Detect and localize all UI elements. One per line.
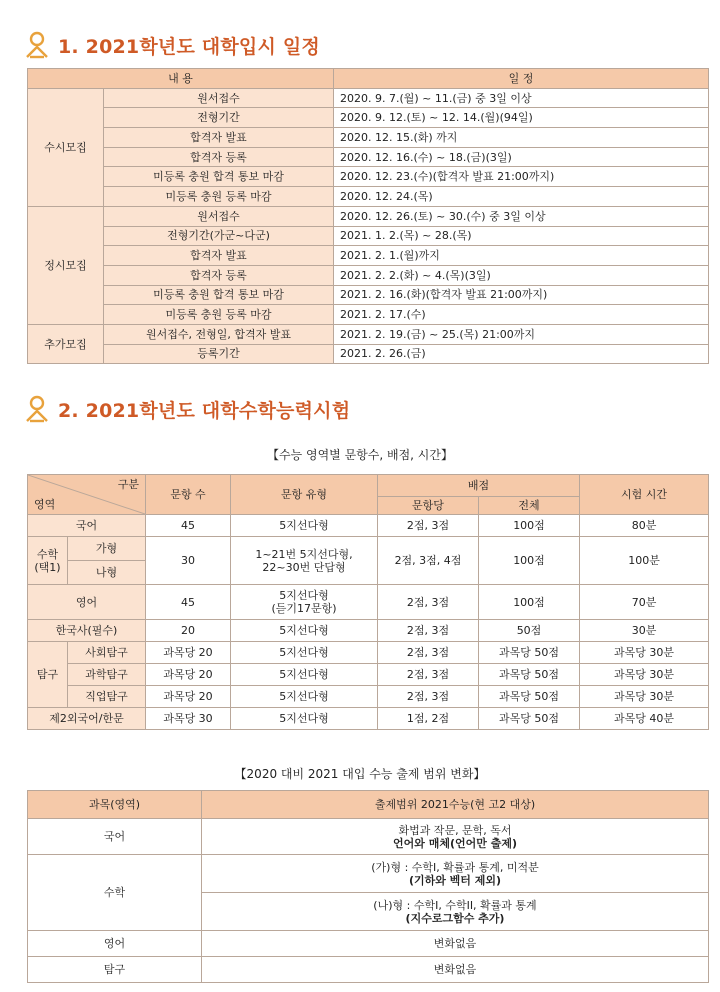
range-math-na	[202, 893, 709, 931]
range-english-name: 영어	[28, 931, 202, 957]
row-korean-name: 국어	[28, 515, 146, 537]
english-type-line1: 5지선다형	[279, 589, 329, 602]
item-label: 합격자 발표	[104, 128, 334, 148]
header-count: 문항 수	[146, 475, 231, 515]
item-date: 2021. 2. 26.(금)	[334, 344, 709, 364]
cell: 2점, 3점	[378, 642, 479, 664]
cell: 45	[146, 585, 231, 620]
range-math-ga-line1: (가)형 : 수학I, 확률과 통계, 미적분	[371, 860, 539, 874]
cell: 5지선다형	[231, 686, 378, 708]
item-label: 미등록 충원 등록 마감	[104, 187, 334, 207]
cell: 5지선다형	[231, 515, 378, 537]
table-row	[28, 226, 709, 246]
cell: 5지선다형	[231, 642, 378, 664]
inquiry-sub: 과학탐구	[68, 664, 146, 686]
item-date: 2020. 12. 16.(수) ~ 18.(금)(3일)	[334, 147, 709, 167]
csat-caption: 【수능 영역별 문항수, 배점, 시간】	[267, 448, 453, 462]
cell: 과목당 30	[146, 708, 231, 730]
range-caption: 【2020 대비 2021 대입 수능 출제 범위 변화】	[234, 767, 486, 781]
item-label: 원서접수	[104, 88, 334, 108]
range-inquiry-value: 변화없음	[202, 957, 709, 983]
item-date: 2020. 12. 24.(목)	[334, 187, 709, 207]
table-row	[28, 88, 709, 108]
table-row	[28, 128, 709, 148]
cell: 과목당 20	[146, 686, 231, 708]
header-gubun-area	[28, 475, 146, 515]
item-label: 원서접수	[104, 206, 334, 226]
item-date: 2021. 2. 16.(화)(합격자 발표 21:00까지)	[334, 285, 709, 305]
header-gubun: 구분	[117, 478, 139, 491]
cell: 70분	[580, 585, 709, 620]
header-content: 내 용	[28, 69, 334, 89]
cell: 2점, 3점	[378, 515, 479, 537]
item-date: 2021. 1. 2.(목) ~ 28.(목)	[334, 226, 709, 246]
cell: 20	[146, 620, 231, 642]
table-row	[28, 344, 709, 364]
item-label: 합격자 발표	[104, 246, 334, 266]
range-inquiry-name: 탐구	[28, 957, 202, 983]
header-type: 문항 유형	[231, 475, 378, 515]
item-date: 2020. 12. 26.(토) ~ 30.(수) 중 3일 이상	[334, 206, 709, 226]
person-icon	[24, 394, 50, 424]
cell: 50점	[479, 620, 580, 642]
header-total: 전체	[479, 497, 580, 515]
cell: 30	[146, 537, 231, 585]
math-sub-ga: 가형	[68, 537, 146, 561]
cell: 5지선다형	[231, 620, 378, 642]
row-inquiry-name: 탐구	[28, 642, 68, 708]
cell: 과목당 30분	[580, 664, 709, 686]
table-row	[28, 206, 709, 226]
cell: 과목당 40분	[580, 708, 709, 730]
cell: 과목당 30분	[580, 642, 709, 664]
english-type	[231, 585, 378, 620]
range-table	[27, 790, 709, 983]
header-schedule: 일 정	[334, 69, 709, 89]
item-date: 2021. 2. 17.(수)	[334, 305, 709, 325]
cell: 45	[146, 515, 231, 537]
cell: 30분	[580, 620, 709, 642]
header-subject: 과목(영역)	[28, 791, 202, 819]
cell: 과목당 50점	[479, 664, 580, 686]
item-date: 2021. 2. 2.(화) ~ 4.(목)(3일)	[334, 265, 709, 285]
item-label: 전형기간(가군~다군)	[104, 226, 334, 246]
cell: 5지선다형	[231, 708, 378, 730]
cell: 2점, 3점, 4점	[378, 537, 479, 585]
cell: 100점	[479, 515, 580, 537]
table-row	[28, 246, 709, 266]
range-korean-value	[202, 819, 709, 855]
cell: 과목당 20	[146, 642, 231, 664]
range-korean-line2: 언어와 매체(언어만 출제)	[393, 836, 517, 850]
item-date: 2020. 12. 23.(수)(합격자 발표 21:00까지)	[334, 167, 709, 187]
cell: 2점, 3점	[378, 664, 479, 686]
header-score: 배점	[378, 475, 580, 497]
group-name: 수시모집	[28, 88, 104, 206]
cell: 과목당 50점	[479, 686, 580, 708]
range-korean-name: 국어	[28, 819, 202, 855]
item-date: 2021. 2. 19.(금) ~ 25.(목) 21:00까지	[334, 324, 709, 344]
table-row	[28, 187, 709, 207]
item-date: 2020. 9. 7.(월) ~ 11.(금) 중 3일 이상	[334, 88, 709, 108]
row-english-name: 영어	[28, 585, 146, 620]
cell: 과목당 50점	[479, 708, 580, 730]
section2-title	[24, 394, 350, 424]
item-label: 합격자 등록	[104, 265, 334, 285]
item-label: 합격자 등록	[104, 147, 334, 167]
item-label: 등록기간	[104, 344, 334, 364]
range-math-na-line2: (지수로그함수 추가)	[405, 911, 505, 925]
inquiry-sub: 사회탐구	[68, 642, 146, 664]
table-row	[28, 265, 709, 285]
math-name-line1: 수학	[36, 547, 59, 561]
cell: 100분	[580, 537, 709, 585]
person-icon	[24, 30, 50, 60]
range-english-value: 변화없음	[202, 931, 709, 957]
table-row	[28, 324, 709, 344]
cell: 과목당 50점	[479, 642, 580, 664]
item-label: 원서접수, 전형일, 합격자 발표	[104, 324, 334, 344]
math-sub-na: 나형	[68, 561, 146, 585]
math-type	[231, 537, 378, 585]
range-math-ga-line2: (기하와 벡터 제외)	[408, 873, 502, 887]
math-type-line2: 22~30번 단답형	[262, 560, 346, 574]
row-foreign-name: 제2외국어/한문	[28, 708, 146, 730]
group-name: 추가모집	[28, 324, 104, 363]
item-date: 2020. 9. 12.(토) ~ 12. 14.(월)(94일)	[334, 108, 709, 128]
table-row	[28, 167, 709, 187]
item-label: 미등록 충원 합격 통보 마감	[104, 167, 334, 187]
table-row	[28, 305, 709, 325]
range-math-na-line1: (나)형 : 수학I, 수학II, 확률과 통계	[373, 898, 537, 912]
cell: 과목당 30분	[580, 686, 709, 708]
row-math-name	[28, 537, 68, 585]
schedule-table	[27, 68, 709, 364]
csat-table	[27, 474, 709, 730]
cell: 1점, 2점	[378, 708, 479, 730]
header-per-item: 문항당	[378, 497, 479, 515]
table-row	[28, 108, 709, 128]
cell: 5지선다형	[231, 664, 378, 686]
item-label: 전형기간	[104, 108, 334, 128]
cell: 100점	[479, 585, 580, 620]
cell: 2점, 3점	[378, 620, 479, 642]
item-date: 2020. 12. 15.(화) 까지	[334, 128, 709, 148]
table-row	[28, 285, 709, 305]
cell: 100점	[479, 537, 580, 585]
table-row	[28, 147, 709, 167]
header-time: 시험 시간	[580, 475, 709, 515]
range-korean-line1: 화법과 작문, 문학, 독서	[398, 823, 512, 837]
item-date: 2021. 2. 1.(월)까지	[334, 246, 709, 266]
math-name-line2: (택1)	[34, 560, 61, 574]
section2-title-text: 2. 2021학년도 대학수학능력시험	[58, 399, 351, 422]
header-range: 출제범위 2021수능(현 고2 대상)	[202, 791, 709, 819]
section1-title	[24, 30, 320, 60]
cell: 2점, 3점	[378, 585, 479, 620]
english-type-line2: (듣기17문항)	[271, 602, 337, 615]
cell: 과목당 20	[146, 664, 231, 686]
section1-title-text: 1. 2021학년도 대학입시 일정	[58, 35, 320, 58]
cell: 80분	[580, 515, 709, 537]
group-name: 정시모집	[28, 206, 104, 324]
row-history-name: 한국사(필수)	[28, 620, 146, 642]
range-math-ga	[202, 855, 709, 893]
item-label: 미등록 충원 합격 통보 마감	[104, 285, 334, 305]
math-type-line1: 1~21번 5지선다형,	[255, 547, 353, 561]
range-math-name: 수학	[28, 855, 202, 931]
inquiry-sub: 직업탐구	[68, 686, 146, 708]
header-area: 영역	[34, 498, 56, 511]
cell: 2점, 3점	[378, 686, 479, 708]
item-label: 미등록 충원 등록 마감	[104, 305, 334, 325]
